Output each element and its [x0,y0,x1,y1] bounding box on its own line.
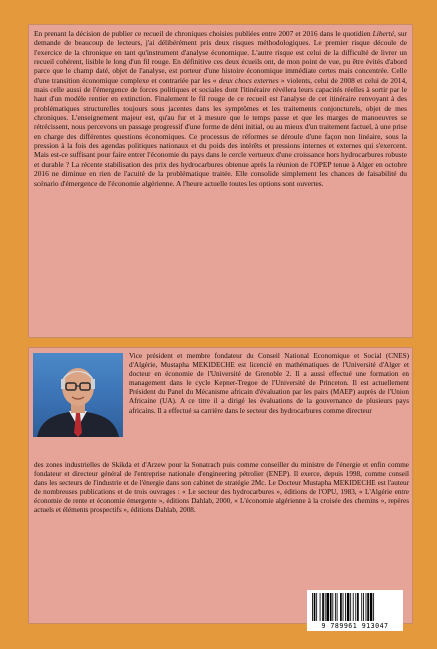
newspaper-name: Liberté [372,29,395,38]
summary-part-3: » violents, celui de 2008 et celui de 2014, mais celle aussi de l'émergence de forces politiques et sociales dont l'itinéraire révélera leurs capacités réelles à sortir par le haut d'un modèle rentier en extinction. Finalement le fil rouge de ce recueil est l'analyse de cet itinéraire renvoyant à des problématiques structurelles toujours sous jacentes dans les symptômes et les traitements conjoncturels, objet de mes chroniques. L'enseignement majeur est, qu'au fur et à mesure que le temps passe et que les marges de manoeuvres se rétrécissent, nous percevons un passage progressif d'une forme de déni initial, ou au mieux d'un traitement factuel, à une prise en charge des différentes questions économiques. Ce processus de réformes se déroule d'une façon non linéaire, sous la pression à la fois des agendas politiques nationaux et du poids des intérêts et pressions internes et externes qui s'exercent. Mais est-ce suffisant pour faire entrer l'économie du pays dans le cercle vertueux d'une croissance hors hydrocarbures robuste et durable ? La récente stabilisation des prix des hydrocarbures obtenue après la réunion de l'OPEP tenue à Alger en octobre 2016 ne diminue en rien de l'acuité de la problématique traitée. Elle consolide simplement les chances de faisabilité du scénario d'émergence de l'économie algérienne. A l'heure actuelle toutes les options sont ouvertes. [34,75,407,188]
isbn-barcode [307,590,403,631]
summary-part-1: En prenant la décision de publier ce recueil de chroniques choisies publiées entre 2007 et 2016 dans le quotidien [34,29,373,38]
summary-panel [28,24,413,338]
summary-emphasis: deux chocs externes [218,75,279,85]
author-bio-bottom: des zones industrielles de Skikda et d'Arzew pour la Sonatrach puis comme conseiller du ministre de l'énergie et enfin comme fondateur et directeur général de l'entreprise nationale d'engineering pétrolier (ENEP). Il exerce, depuis 1998, comme conseil dans les secteurs de l'industrie et de l'énergie dans son cabinet de stratégie 2Mc. Le Docteur Mustapha MEKIDECHE est l'auteur de nombreuses publications et de trois ouvrages : « Le secteur des hydrocarbures », éditions de l'OPU, 1983, « L'Algérie entre économie de rente et économie émergente », éditions Dahlab, 2000, « L'économie algérienne à la croisée des chemins », repères actuels et éléments prospectifs », éditions Dahlab, 2008. [34,461,409,515]
author-bio-top: Vice président et membre fondateur du Conseil National Economique et Social (CNES) d'Algérie, Mustapha MEKIDECHE est licencié en mathématiques de l'Université d'Alger et docteur en économie de l'Université de Grenoble 2. Il a aussi effectué une formation en management dans le cycle Kepner-Tregoe de l'Université de Princeton. Il est actuellement Président du Panel du Mécanisme africain d'évaluation par les pairs (MAEP) auprès de l'Union Africaine (UA). A ce titre il a dirigé les évaluations de la gouvernance de plusieurs pays africains. Il a effectué sa carrière dans le secteur des hydrocarbures comme directeur [129,352,409,415]
summary-part-2: , sur demande de beaucoup de lecteurs, j'ai délibérément pris deux risques méthodologiques. Le premier risque découle de l'exercice de la chronique en tant qu'instrument d'analyse économique. L'autre risque est celui de la difficulté de livrer un recueil cohérent, lisible le long d'un fil rouge. En définitive ces deux écueils ont, de mon point de vue, pu être évités d'abord parce que le champ daté, objet de l'analyse, est porteur d'une histoire économique immédiate certes mais concentrée. Celle d'une transition économique complexe et contrariée par les « [34,29,407,85]
author-bio-panel [28,347,413,624]
author-portrait-image [33,353,123,437]
author-photo [33,353,123,437]
barcode-bars [310,593,400,621]
isbn-number: 9 789961 913047 [321,622,389,630]
summary-text [34,29,407,188]
